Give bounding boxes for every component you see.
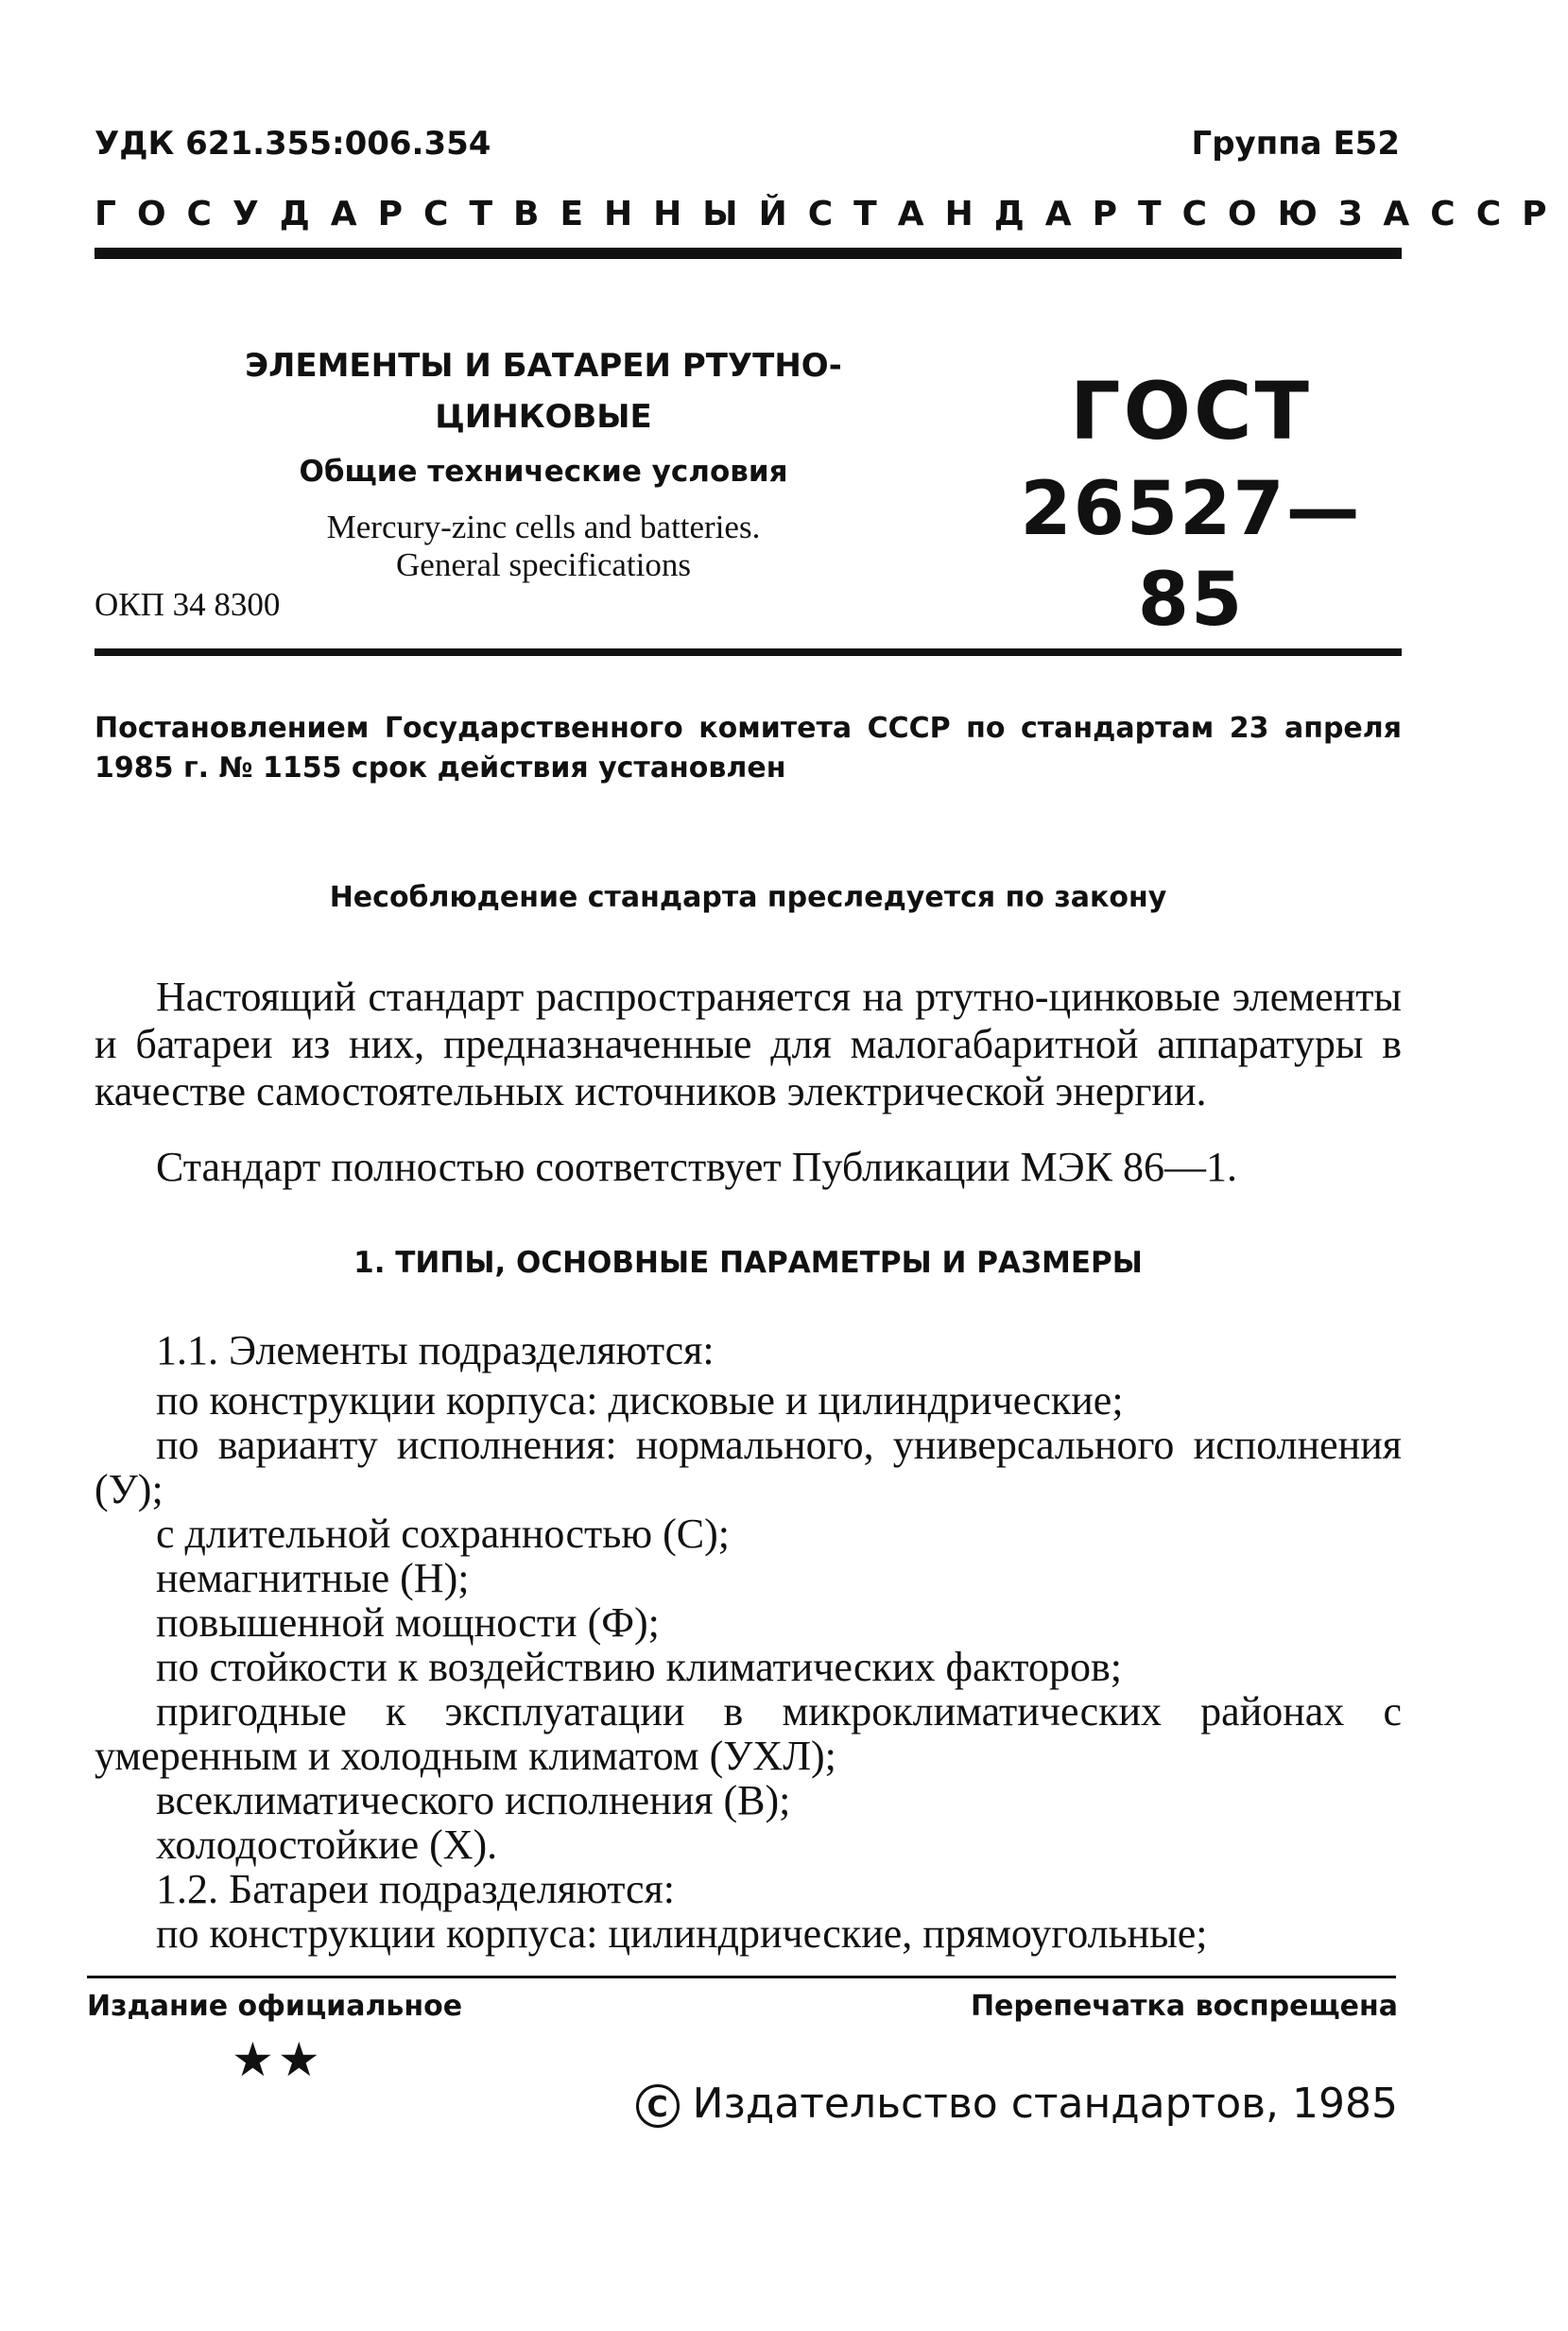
state-standard-word: СОЮЗА <box>1181 195 1431 233</box>
reprint-notice: Перепечатка воспрещена <box>970 1990 1398 2023</box>
list-item: по варианту исполнения: нормального, универсального исполнения (У); <box>95 1422 1402 1512</box>
header-rule <box>95 248 1402 259</box>
footer-rule <box>87 1976 1396 1978</box>
list-item: по конструкции корпуса: цилиндрические, прямоугольные; <box>156 1910 1208 1957</box>
state-standard-word: СТАНДАРТ <box>807 195 1182 233</box>
english-title-line2: General specifications <box>396 546 691 583</box>
state-standard-heading <box>95 195 1568 233</box>
gost-label: ГОСТ <box>1070 365 1312 458</box>
publisher-line <box>636 2080 1398 2128</box>
list-item: повышенной мощности (Ф); <box>156 1599 660 1646</box>
gost-block <box>992 364 1389 646</box>
law-notice: Несоблюдение стандарта преследуется по закону <box>329 881 1167 914</box>
list-item: немагнитные (Н); <box>156 1555 470 1601</box>
list-item: 1.2. Батареи подразделяются: <box>156 1866 675 1912</box>
gost-number: 26527—85 <box>1020 467 1362 643</box>
edition-label: Издание официальное <box>87 1990 463 2023</box>
state-standard-word: ГОСУДАРСТВЕННЫЙ <box>95 195 808 233</box>
stars-icon: ★★ <box>232 2032 324 2087</box>
list-item: с длительной сохранностью (С); <box>156 1511 731 1557</box>
section-list <box>95 1328 1402 1956</box>
intro-paragraph: Настоящий стандарт распространяется на ртутно-цинковые элементы и батареи из них, предназначенные для малогабаритной аппаратуры в качестве самостоятельных источников электрической энергии. <box>95 974 1402 1114</box>
title-block <box>165 340 922 584</box>
list-item: всеклиматического исполнения (В); <box>156 1777 791 1823</box>
list-item: 1.1. Элементы подразделяются: <box>156 1327 715 1373</box>
udk-code: УДК 621.355:006.354 <box>95 125 491 163</box>
list-item: по стойкости к воздействию климатических факторов; <box>156 1644 1122 1690</box>
list-item: пригодные к эксплуатации в микроклиматических районах с умеренным и холодным климатом (УХЛ); <box>95 1688 1402 1779</box>
okp-code: ОКП 34 8300 <box>95 586 281 623</box>
list-item: холодостойкие (Х). <box>156 1822 498 1868</box>
state-standard-word: ССР <box>1430 195 1568 233</box>
group-code: Группа Е52 <box>1191 125 1400 163</box>
publication-note: Стандарт полностью соответствует Публикации МЭК 86—1. <box>156 1144 1238 1190</box>
english-title-line1: Mercury-zinc cells and batteries. <box>326 509 761 545</box>
document-subtitle: Общие технические условия <box>299 455 788 489</box>
copyright-icon: C <box>636 2084 680 2128</box>
decree-text: Постановлением Государственного комитета СССР по стандартам 23 апреля 1985 г. № 1155 срок действия установлен <box>95 712 1402 785</box>
title-rule <box>95 648 1402 656</box>
section-heading: 1. ТИПЫ, ОСНОВНЫЕ ПАРАМЕТРЫ И РАЗМЕРЫ <box>353 1246 1143 1280</box>
document-title: ЭЛЕМЕНТЫ И БАТАРЕИ РТУТНО-ЦИНКОВЫЕ <box>245 347 842 436</box>
list-item: по конструкции корпуса: дисковые и цилиндрические; <box>156 1377 1124 1424</box>
publisher-text: Издательство стандартов, 1985 <box>692 2080 1398 2128</box>
